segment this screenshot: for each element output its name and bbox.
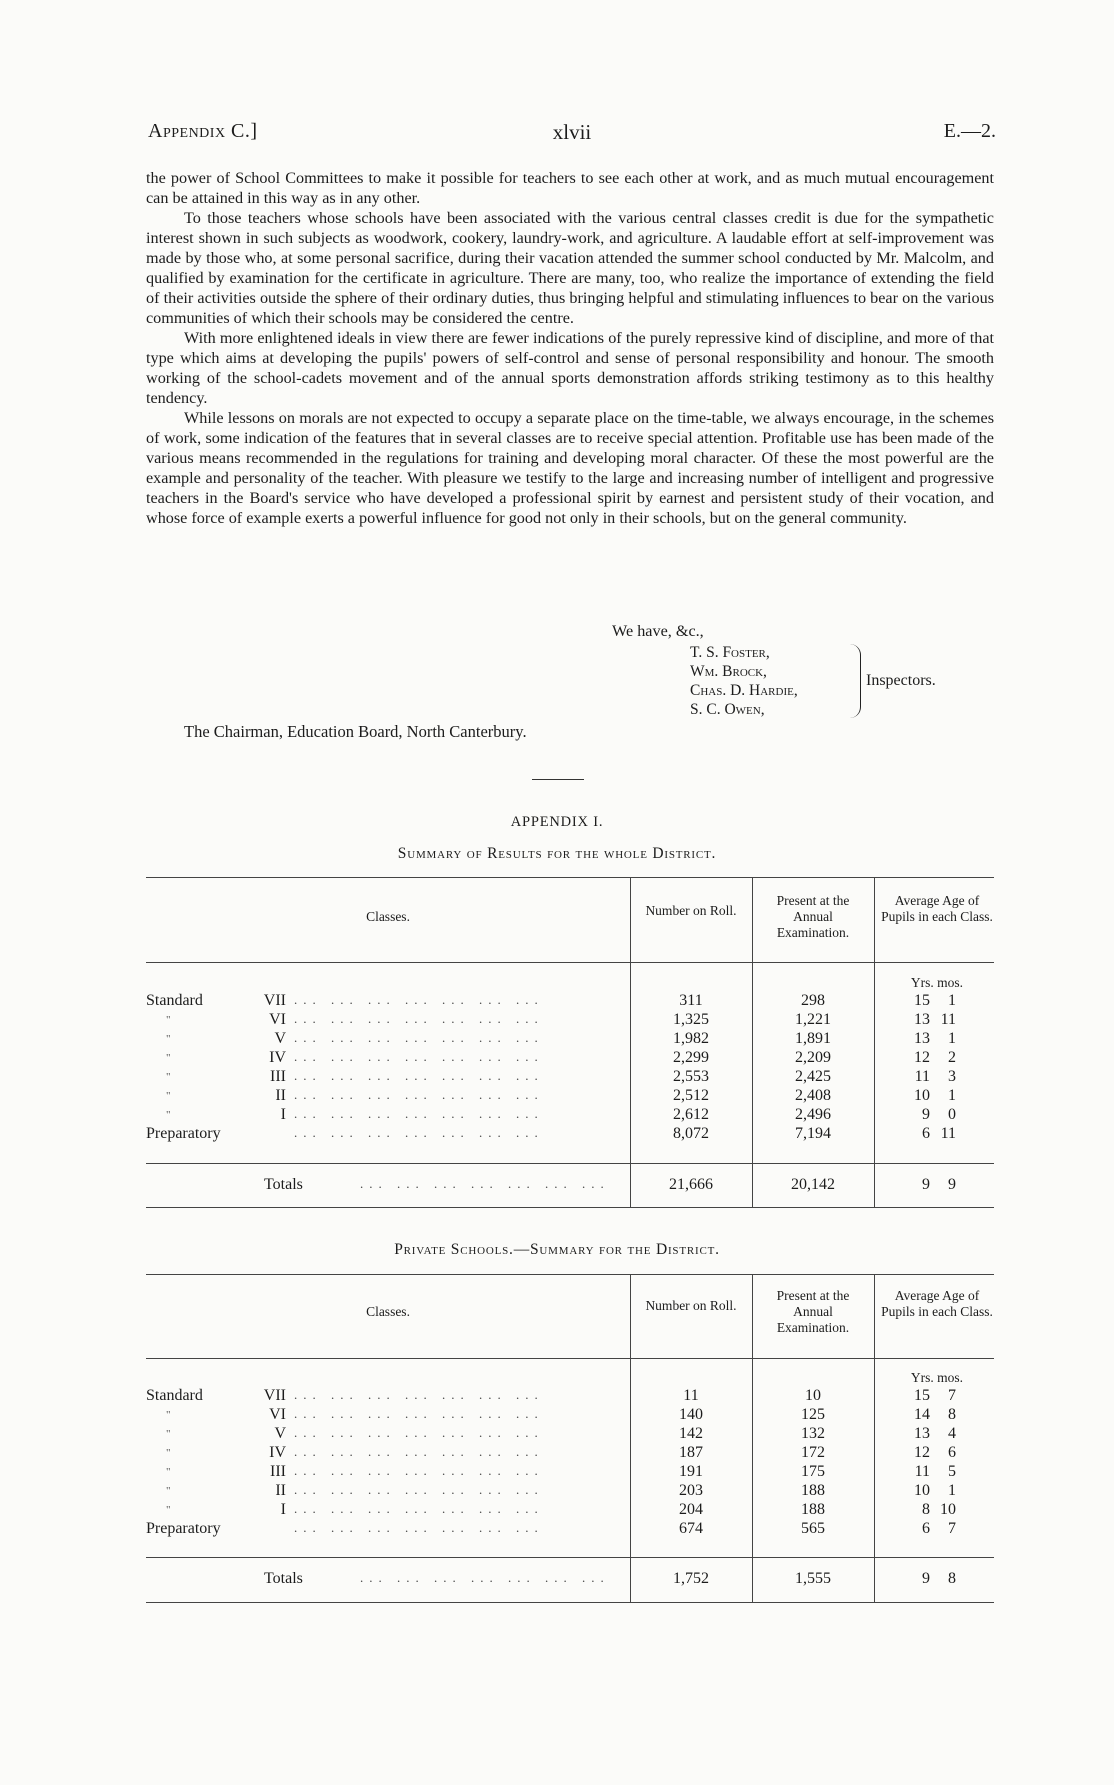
roll-count: 311 [679, 992, 703, 1009]
age-years: 12 [914, 1049, 930, 1066]
class-label [146, 992, 286, 1010]
standard-numeral: I [280, 1106, 286, 1123]
report-body [146, 168, 994, 528]
age-months: 1 [948, 1087, 956, 1104]
present-count: 298 [801, 992, 825, 1009]
totals-row [146, 1570, 994, 1589]
table-rule [146, 1163, 994, 1164]
table-row [146, 1011, 994, 1030]
table-row [146, 1125, 994, 1144]
table-row [146, 1387, 994, 1406]
addressee: The Chairman, Education Board, North Canterbury. [184, 722, 527, 741]
paragraph: To those teachers whose schools have been associated with the various central classes credit is due for the sympathetic interest shown in such subjects as woodwork, cookery, laundry-work, and agriculture. A laudable effort at self-improvement was made by those who, at some personal sacrifice, during their vacation attended the summer school conducted by Mr. Malcolm, and qualified by examination for the certificate in agriculture. There are many, too, who realize the importance of extending the field of their activities outside the sphere of their ordinary duties, thus bringing helpful and stimulating influences to bear on the various communities of which their schools may be considered the centre. [146, 209, 994, 327]
totals-row [146, 1176, 994, 1195]
class-prefix: Standard [146, 1387, 203, 1404]
roll-count: 1,325 [673, 1011, 709, 1028]
roll-count: 142 [679, 1425, 703, 1442]
paragraph: With more enlightened ideals in view there are fewer indications of the purely repressive kind of discipline, and more of that type which aims at developing the pupils' powers of self-control and sense of personal responsibility and honour. The smooth working of the school-cadets movement and of the annual sports demonstration affords striking testimony as to this healthy tendency. [146, 329, 994, 407]
present-count: 2,408 [795, 1087, 831, 1104]
signatory-list [690, 643, 798, 719]
leader-dots: ... ... ... ... ... ... ... [294, 1106, 544, 1121]
table-rule [146, 877, 994, 878]
age-years: 13 [914, 1011, 930, 1028]
standard-numeral: IV [269, 1444, 286, 1461]
signatory: T. S. Foster, [690, 644, 770, 661]
present-count: 2,496 [795, 1106, 831, 1123]
closing-salutation: We have, &c., [612, 622, 704, 640]
roll-count: 140 [679, 1406, 703, 1423]
header-average-age: Average Age of Pupils in each Class. [881, 1288, 993, 1319]
age-months: 11 [940, 1011, 956, 1028]
table-row [146, 1463, 994, 1482]
leader-dots: ... ... ... ... ... ... ... [360, 1570, 610, 1585]
standard-numeral: VII [263, 1387, 286, 1404]
signatory: S. C. Owen, [690, 701, 765, 718]
present-count: 188 [801, 1501, 825, 1518]
table-row [146, 1482, 994, 1501]
table-row [146, 1425, 994, 1444]
age-years: 13 [914, 1425, 930, 1442]
present-count: 565 [801, 1520, 825, 1537]
leader-dots: ... ... ... ... ... ... ... [294, 1068, 544, 1083]
page-header [148, 120, 996, 150]
page-number: xlvii [552, 120, 592, 144]
roll-count: 187 [679, 1444, 703, 1461]
table-rule [146, 962, 994, 963]
leader-dots: ... ... ... ... ... ... ... [294, 1049, 544, 1064]
ditto-mark: " [166, 1409, 171, 1421]
table-row [146, 1106, 994, 1125]
age-years: 9 [922, 1570, 930, 1587]
age-months: 1 [948, 992, 956, 1009]
age-years: 12 [914, 1444, 930, 1461]
totals-label: Totals [264, 1176, 303, 1193]
header-number-on-roll: Number on Roll. [645, 903, 737, 918]
age-months: 4 [948, 1425, 956, 1442]
standard-numeral: V [274, 1030, 286, 1047]
standard-numeral: IV [269, 1049, 286, 1066]
table-row [146, 1087, 994, 1106]
age-years: 14 [914, 1406, 930, 1423]
table2-private-schools [146, 1274, 994, 1609]
table-row [146, 1444, 994, 1463]
section-divider [532, 779, 584, 780]
table-row [146, 1049, 994, 1068]
age-months: 11 [940, 1125, 956, 1142]
age-months: 0 [948, 1106, 956, 1123]
leader-dots: ... ... ... ... ... ... ... [360, 1176, 610, 1191]
present-count: 2,209 [795, 1049, 831, 1066]
present-total: 1,555 [795, 1570, 831, 1587]
present-count: 188 [801, 1482, 825, 1499]
present-count: 125 [801, 1406, 825, 1423]
age-years: 8 [922, 1501, 930, 1518]
ditto-mark: " [166, 1014, 171, 1026]
standard-numeral: II [275, 1087, 286, 1104]
ditto-mark: " [166, 1033, 171, 1045]
age-months: 1 [948, 1030, 956, 1047]
age-years: 9 [922, 1106, 930, 1123]
table2-title: Private Schools.—Summary for the District. [394, 1241, 720, 1258]
age-months: 9 [948, 1176, 956, 1193]
totals-label: Totals [264, 1570, 303, 1587]
table1-summary-results [146, 877, 994, 1212]
table-row [146, 1030, 994, 1049]
roll-count: 11 [683, 1387, 699, 1404]
ditto-mark: " [166, 1071, 171, 1083]
leader-dots: ... ... ... ... ... ... ... [294, 1501, 544, 1516]
ditto-mark: " [166, 1485, 171, 1497]
roll-count: 203 [679, 1482, 703, 1499]
ditto-mark: " [166, 1090, 171, 1102]
standard-numeral: VI [269, 1011, 286, 1028]
standard-numeral: II [275, 1482, 286, 1499]
leader-dots: ... ... ... ... ... ... ... [294, 1387, 544, 1402]
age-years: 10 [914, 1087, 930, 1104]
leader-dots: ... ... ... ... ... ... ... [294, 992, 544, 1007]
present-count: 2,425 [795, 1068, 831, 1085]
table-rule [146, 1274, 994, 1275]
class-label [146, 1520, 286, 1538]
present-count: 10 [805, 1387, 821, 1404]
roll-count: 204 [679, 1501, 703, 1518]
roll-total: 21,666 [669, 1176, 713, 1193]
present-count: 1,891 [795, 1030, 831, 1047]
roll-count: 674 [679, 1520, 703, 1537]
standard-numeral: I [280, 1501, 286, 1518]
age-years: 6 [922, 1520, 930, 1537]
age-years: 11 [914, 1068, 930, 1085]
class-prefix: Standard [146, 992, 203, 1009]
signatory: Chas. D. Hardie, [690, 682, 798, 699]
age-years: 6 [922, 1125, 930, 1142]
age-months: 8 [948, 1570, 956, 1587]
roll-count: 2,553 [673, 1068, 709, 1085]
age-months: 10 [940, 1501, 956, 1518]
table-row [146, 992, 994, 1011]
age-years: 15 [914, 1387, 930, 1404]
age-years: 9 [922, 1176, 930, 1193]
table-rule [146, 1602, 994, 1603]
leader-dots: ... ... ... ... ... ... ... [294, 1520, 544, 1535]
signatory-brace [850, 644, 861, 718]
standard-numeral: VI [269, 1406, 286, 1423]
leader-dots: ... ... ... ... ... ... ... [294, 1444, 544, 1459]
age-months: 6 [948, 1444, 956, 1461]
roll-count: 2,512 [673, 1087, 709, 1104]
age-units-label: Yrs. mos. [910, 975, 964, 990]
roll-count: 1,982 [673, 1030, 709, 1047]
age-months: 1 [948, 1482, 956, 1499]
header-present-at-examination: Present at the Annual Examination. [776, 893, 850, 940]
age-years: 10 [914, 1482, 930, 1499]
header-average-age: Average Age of Pupils in each Class. [881, 893, 993, 924]
standard-numeral: VII [263, 992, 286, 1009]
roll-count: 2,299 [673, 1049, 709, 1066]
table-rule [146, 1557, 994, 1558]
inspectors-label: Inspectors. [866, 672, 936, 689]
table1-title: Summary of Results for the whole District. [397, 845, 717, 862]
ditto-mark: " [166, 1447, 171, 1459]
roll-count: 8,072 [673, 1125, 709, 1142]
present-count: 172 [801, 1444, 825, 1461]
header-document-code: E.—2. [943, 120, 996, 142]
age-units-label: Yrs. mos. [910, 1370, 964, 1385]
header-appendix-label: Appendix C.] [148, 120, 258, 142]
class-label [146, 1125, 286, 1143]
roll-total: 1,752 [673, 1570, 709, 1587]
signatory: Wm. Brock, [690, 663, 767, 680]
table-row [146, 1068, 994, 1087]
class-label [146, 1387, 286, 1405]
present-count: 1,221 [795, 1011, 831, 1028]
leader-dots: ... ... ... ... ... ... ... [294, 1463, 544, 1478]
paragraph: While lessons on morals are not expected to occupy a separate place on the time-table, we always encourage, in the schemes of work, some indication of the features that in several classes are to receive special attention. Profitable use has been made of the various means recommended in the regulations for training and developing moral character. Of these the most powerful are the example and personality of the teacher. With pleasure we testify to the large and increasing number of intelligent and progressive teachers in the Board's service who have developed a professional spirit by earnest and persistent study of their vocation, and whose force of example exerts a powerful influence for good not only in their schools, but on the general community. [146, 409, 994, 527]
appendix-title: APPENDIX I. [510, 814, 604, 830]
present-count: 175 [801, 1463, 825, 1480]
paragraph: the power of School Committees to make it possible for teachers to see each other at work, and as much mutual encouragement can be attained in this way as in any other. [146, 169, 994, 207]
leader-dots: ... ... ... ... ... ... ... [294, 1011, 544, 1026]
header-classes: Classes. [366, 909, 410, 924]
present-count: 132 [801, 1425, 825, 1442]
age-months: 7 [948, 1520, 956, 1537]
header-present-at-examination: Present at the Annual Examination. [776, 1288, 850, 1335]
ditto-mark: " [166, 1466, 171, 1478]
age-months: 5 [948, 1463, 956, 1480]
ditto-mark: " [166, 1428, 171, 1440]
leader-dots: ... ... ... ... ... ... ... [294, 1425, 544, 1440]
standard-numeral: III [270, 1068, 286, 1085]
leader-dots: ... ... ... ... ... ... ... [294, 1087, 544, 1102]
age-years: 11 [914, 1463, 930, 1480]
age-months: 3 [948, 1068, 956, 1085]
leader-dots: ... ... ... ... ... ... ... [294, 1030, 544, 1045]
header-classes: Classes. [366, 1304, 410, 1319]
ditto-mark: " [166, 1052, 171, 1064]
age-months: 2 [948, 1049, 956, 1066]
age-months: 7 [948, 1387, 956, 1404]
table-row [146, 1501, 994, 1520]
table-rule [146, 1358, 994, 1359]
leader-dots: ... ... ... ... ... ... ... [294, 1125, 544, 1140]
table-row [146, 1520, 994, 1539]
age-years: 15 [914, 992, 930, 1009]
age-months: 8 [948, 1406, 956, 1423]
ditto-mark: " [166, 1109, 171, 1121]
roll-count: 191 [679, 1463, 703, 1480]
present-count: 7,194 [795, 1125, 831, 1142]
class-prefix: Preparatory [146, 1125, 221, 1142]
standard-numeral: V [274, 1425, 286, 1442]
present-total: 20,142 [791, 1176, 835, 1193]
table-row [146, 1406, 994, 1425]
class-prefix: Preparatory [146, 1520, 221, 1537]
ditto-mark: " [166, 1504, 171, 1516]
leader-dots: ... ... ... ... ... ... ... [294, 1406, 544, 1421]
age-years: 13 [914, 1030, 930, 1047]
standard-numeral: III [270, 1463, 286, 1480]
header-number-on-roll: Number on Roll. [645, 1298, 737, 1313]
roll-count: 2,612 [673, 1106, 709, 1123]
table-rule [146, 1207, 994, 1208]
leader-dots: ... ... ... ... ... ... ... [294, 1482, 544, 1497]
